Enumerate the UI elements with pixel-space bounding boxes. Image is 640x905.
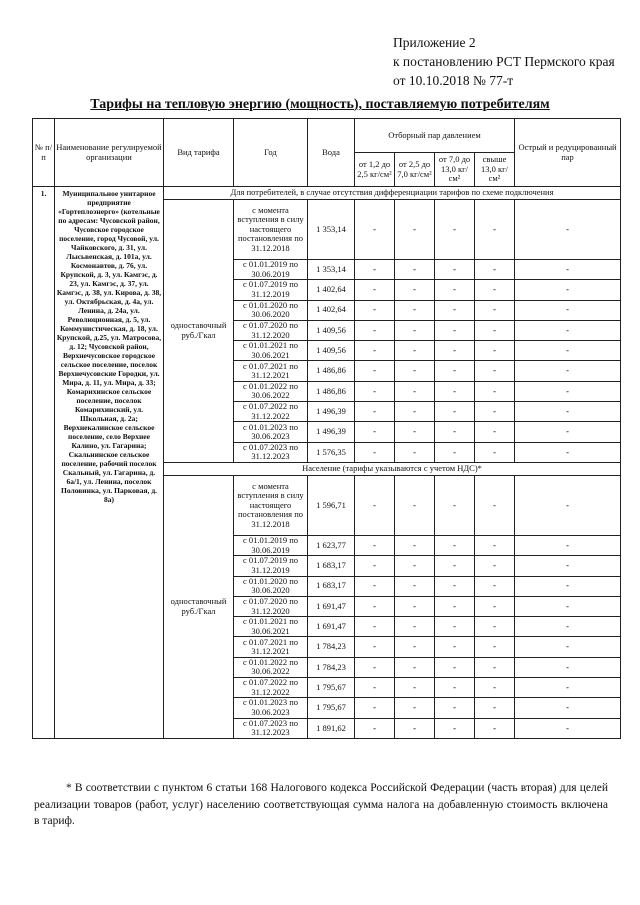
water-value-cell: 1 496,39	[308, 402, 355, 422]
empty-value-cell: -	[355, 576, 395, 596]
period-cell: с 01.01.2021 по 30.06.2021	[234, 341, 308, 361]
empty-value-cell: -	[435, 381, 475, 401]
empty-value-cell: -	[515, 678, 621, 698]
period-cell: с 01.01.2022 по 30.06.2022	[234, 657, 308, 677]
empty-value-cell: -	[475, 637, 515, 657]
empty-value-cell: -	[355, 280, 395, 300]
period-cell: с 01.07.2021 по 31.12.2021	[234, 637, 308, 657]
empty-value-cell: -	[435, 596, 475, 616]
empty-value-cell: -	[395, 637, 435, 657]
empty-value-cell: -	[515, 300, 621, 320]
water-value-cell: 1 596,71	[308, 475, 355, 535]
water-value-cell: 1 402,64	[308, 280, 355, 300]
empty-value-cell: -	[475, 718, 515, 738]
empty-value-cell: -	[395, 475, 435, 535]
empty-value-cell: -	[395, 260, 435, 280]
empty-value-cell: -	[515, 576, 621, 596]
tariff-table	[32, 118, 621, 739]
empty-value-cell: -	[395, 535, 435, 555]
water-value-cell: 1 496,39	[308, 422, 355, 442]
empty-value-cell: -	[435, 678, 475, 698]
empty-value-cell: -	[435, 320, 475, 340]
water-value-cell: 1 486,86	[308, 381, 355, 401]
empty-value-cell: -	[395, 402, 435, 422]
water-value-cell: 1 353,14	[308, 260, 355, 280]
header-water: Вода	[308, 119, 355, 187]
period-cell: с 01.01.2019 по 30.06.2019	[234, 260, 308, 280]
empty-value-cell: -	[435, 535, 475, 555]
empty-value-cell: -	[395, 718, 435, 738]
empty-value-cell: -	[475, 698, 515, 718]
empty-value-cell: -	[435, 280, 475, 300]
header-pressure-3: от 7,0 до 13,0 кг/см²	[435, 153, 475, 187]
section-label: Население (тарифы указываются с учетом НДС)*	[164, 462, 621, 475]
appendix-line-1: Приложение 2	[393, 35, 476, 50]
header-year: Год	[234, 119, 308, 187]
page-title: Тарифы на тепловую энергию (мощность), поставляемую потребителям	[90, 97, 550, 112]
empty-value-cell: -	[435, 300, 475, 320]
header-row	[33, 119, 621, 153]
empty-value-cell: -	[435, 576, 475, 596]
empty-value-cell: -	[395, 200, 435, 260]
empty-value-cell: -	[475, 422, 515, 442]
empty-value-cell: -	[515, 280, 621, 300]
empty-value-cell: -	[355, 260, 395, 280]
empty-value-cell: -	[355, 422, 395, 442]
empty-value-cell: -	[395, 576, 435, 596]
period-cell: с 01.07.2019 по 31.12.2019	[234, 556, 308, 576]
empty-value-cell: -	[515, 402, 621, 422]
header-num: № п/п	[33, 119, 55, 187]
water-value-cell: 1 683,17	[308, 556, 355, 576]
header-pressure-2: от 2,5 до 7,0 кг/см²	[395, 153, 435, 187]
empty-value-cell: -	[515, 341, 621, 361]
period-cell: с 01.07.2019 по 31.12.2019	[234, 280, 308, 300]
empty-value-cell: -	[475, 535, 515, 555]
empty-value-cell: -	[475, 200, 515, 260]
header-steam: Отборный пар давлением	[355, 119, 515, 153]
empty-value-cell: -	[435, 260, 475, 280]
empty-value-cell: -	[355, 637, 395, 657]
empty-value-cell: -	[435, 617, 475, 637]
period-cell: с 01.01.2020 по 30.06.2020	[234, 300, 308, 320]
empty-value-cell: -	[515, 535, 621, 555]
empty-value-cell: -	[515, 698, 621, 718]
empty-value-cell: -	[435, 422, 475, 442]
empty-value-cell: -	[475, 341, 515, 361]
water-value-cell: 1 691,47	[308, 617, 355, 637]
empty-value-cell: -	[475, 381, 515, 401]
empty-value-cell: -	[435, 200, 475, 260]
empty-value-cell: -	[515, 637, 621, 657]
empty-value-cell: -	[515, 556, 621, 576]
header-org: Наименование регулируемой организации	[55, 119, 164, 187]
water-value-cell: 1 795,67	[308, 678, 355, 698]
period-cell: с 01.01.2022 по 30.06.2022	[234, 381, 308, 401]
empty-value-cell: -	[355, 442, 395, 462]
period-cell: с момента вступления в силу настоящего постановления по 31.12.2018	[234, 200, 308, 260]
empty-value-cell: -	[475, 361, 515, 381]
tariff-type-cell: одноставочный руб./Гкал	[164, 475, 234, 738]
water-value-cell: 1 409,56	[308, 341, 355, 361]
water-value-cell: 1 623,77	[308, 535, 355, 555]
water-value-cell: 1 486,86	[308, 361, 355, 381]
empty-value-cell: -	[435, 341, 475, 361]
empty-value-cell: -	[475, 596, 515, 616]
header-pressure-4: свыше 13,0 кг/см²	[475, 153, 515, 187]
empty-value-cell: -	[475, 576, 515, 596]
period-cell: с 01.01.2019 по 30.06.2019	[234, 535, 308, 555]
period-cell: с 01.07.2022 по 31.12.2022	[234, 678, 308, 698]
empty-value-cell: -	[355, 596, 395, 616]
empty-value-cell: -	[475, 556, 515, 576]
period-cell: с момента вступления в силу настоящего постановления по 31.12.2018	[234, 475, 308, 535]
period-cell: с 01.07.2022 по 31.12.2022	[234, 402, 308, 422]
appendix-line-3: от 10.10.2018 № 77-т	[393, 73, 514, 88]
empty-value-cell: -	[515, 657, 621, 677]
appendix-line-2: к постановлению РСТ Пермского края	[393, 54, 615, 69]
empty-value-cell: -	[395, 678, 435, 698]
empty-value-cell: -	[355, 657, 395, 677]
header-pressure-1: от 1,2 до 2,5 кг/см²	[355, 153, 395, 187]
footnote: * В соответствии с пунктом 6 статьи 168 Налогового кодекса Российской Федерации (часть вторая) для целей реализации товаров (работ, услуг) населению соответствующая сумма налога на добавленную стоимость включена в тариф.	[34, 782, 608, 827]
empty-value-cell: -	[395, 381, 435, 401]
empty-value-cell: -	[475, 280, 515, 300]
period-cell: с 01.07.2023 по 31.12.2023	[234, 442, 308, 462]
period-cell: с 01.01.2023 по 30.06.2023	[234, 698, 308, 718]
empty-value-cell: -	[475, 678, 515, 698]
empty-value-cell: -	[355, 475, 395, 535]
empty-value-cell: -	[395, 617, 435, 637]
empty-value-cell: -	[515, 320, 621, 340]
water-value-cell: 1 402,64	[308, 300, 355, 320]
period-cell: с 01.01.2020 по 30.06.2020	[234, 576, 308, 596]
section-label: Для потребителей, в случае отсутствия дифференциации тарифов по схеме подключения	[164, 187, 621, 200]
empty-value-cell: -	[355, 381, 395, 401]
empty-value-cell: -	[435, 361, 475, 381]
row-number: 1.	[33, 187, 55, 739]
empty-value-cell: -	[395, 280, 435, 300]
empty-value-cell: -	[395, 596, 435, 616]
empty-value-cell: -	[515, 422, 621, 442]
empty-value-cell: -	[515, 596, 621, 616]
appendix-header	[393, 33, 615, 90]
empty-value-cell: -	[435, 698, 475, 718]
empty-value-cell: -	[475, 320, 515, 340]
empty-value-cell: -	[395, 698, 435, 718]
empty-value-cell: -	[355, 535, 395, 555]
empty-value-cell: -	[435, 657, 475, 677]
empty-value-cell: -	[395, 556, 435, 576]
water-value-cell: 1 784,23	[308, 637, 355, 657]
empty-value-cell: -	[435, 475, 475, 535]
period-cell: с 01.07.2021 по 31.12.2021	[234, 361, 308, 381]
period-cell: с 01.07.2020 по 31.12.2020	[234, 320, 308, 340]
empty-value-cell: -	[355, 361, 395, 381]
empty-value-cell: -	[355, 200, 395, 260]
empty-value-cell: -	[395, 442, 435, 462]
empty-value-cell: -	[435, 637, 475, 657]
water-value-cell: 1 691,47	[308, 596, 355, 616]
empty-value-cell: -	[355, 402, 395, 422]
water-value-cell: 1 891,62	[308, 718, 355, 738]
empty-value-cell: -	[435, 442, 475, 462]
empty-value-cell: -	[475, 402, 515, 422]
empty-value-cell: -	[435, 556, 475, 576]
empty-value-cell: -	[355, 698, 395, 718]
empty-value-cell: -	[435, 402, 475, 422]
empty-value-cell: -	[395, 300, 435, 320]
empty-value-cell: -	[515, 200, 621, 260]
empty-value-cell: -	[395, 657, 435, 677]
empty-value-cell: -	[395, 320, 435, 340]
empty-value-cell: -	[355, 320, 395, 340]
tariff-type-cell: одноставочный руб./Гкал	[164, 200, 234, 463]
section-header-row	[33, 187, 621, 200]
empty-value-cell: -	[355, 617, 395, 637]
empty-value-cell: -	[515, 475, 621, 535]
empty-value-cell: -	[515, 442, 621, 462]
empty-value-cell: -	[475, 260, 515, 280]
water-value-cell: 1 576,35	[308, 442, 355, 462]
empty-value-cell: -	[475, 300, 515, 320]
empty-value-cell: -	[355, 341, 395, 361]
organization-name: Муниципальное унитарное предприятие «Гортеплоэнерго» (котельные по адресам: Чусовской район, Чусовское городское поселение, город Чусовой, ул. Чайковского, д. 31, ул. Лысьвенская, д. 101а, ул. Космонавтов, д. 76, ул. Крупской, д. 3, ул. Камгэс, д. 23, ул. Камгэс, д. 37, ул. Камгэс, д. 38, ул. Кирова, д. 38, ул. Октябрьская, д. 4а, ул. Ленина, д. 24а, ул. Революционная, д. 5, ул. Коммунистическая, д. 18, ул. Крупской, д.25, ул. Матросова, д. 12; Чусовской район, Верхнечусовское городское сельское поселение, поселок Верхнечусовские Городки, ул. Мира, д. 11, ул. Мира, д. 33; Комарихинское сельское поселение, поселок Комарихинский, ул. Школьная, д. 2а; Верхнекалинское сельское поселение, село Верхнее Калино, ул. Гагарина; Скальнинское сельское поселение, рабочий поселок Скальный, ул. Гагарина, д. 6а/1, ул. Ленина, поселок Половинка, ул. Парковая, д. 8а)	[55, 187, 164, 739]
empty-value-cell: -	[515, 381, 621, 401]
empty-value-cell: -	[355, 718, 395, 738]
empty-value-cell: -	[355, 678, 395, 698]
empty-value-cell: -	[475, 475, 515, 535]
empty-value-cell: -	[395, 361, 435, 381]
empty-value-cell: -	[515, 361, 621, 381]
empty-value-cell: -	[395, 341, 435, 361]
empty-value-cell: -	[475, 657, 515, 677]
period-cell: с 01.07.2020 по 31.12.2020	[234, 596, 308, 616]
empty-value-cell: -	[475, 442, 515, 462]
empty-value-cell: -	[515, 718, 621, 738]
empty-value-cell: -	[515, 260, 621, 280]
water-value-cell: 1 409,56	[308, 320, 355, 340]
period-cell: с 01.01.2021 по 30.06.2021	[234, 617, 308, 637]
period-cell: с 01.01.2023 по 30.06.2023	[234, 422, 308, 442]
water-value-cell: 1 353,14	[308, 200, 355, 260]
empty-value-cell: -	[355, 300, 395, 320]
period-cell: с 01.07.2023 по 31.12.2023	[234, 718, 308, 738]
empty-value-cell: -	[435, 718, 475, 738]
water-value-cell: 1 795,67	[308, 698, 355, 718]
empty-value-cell: -	[395, 422, 435, 442]
empty-value-cell: -	[475, 617, 515, 637]
water-value-cell: 1 683,17	[308, 576, 355, 596]
header-tariff-type: Вид тарифа	[164, 119, 234, 187]
header-acute-steam: Острый и редуцированный пар	[515, 119, 621, 187]
empty-value-cell: -	[515, 617, 621, 637]
water-value-cell: 1 784,23	[308, 657, 355, 677]
empty-value-cell: -	[355, 556, 395, 576]
